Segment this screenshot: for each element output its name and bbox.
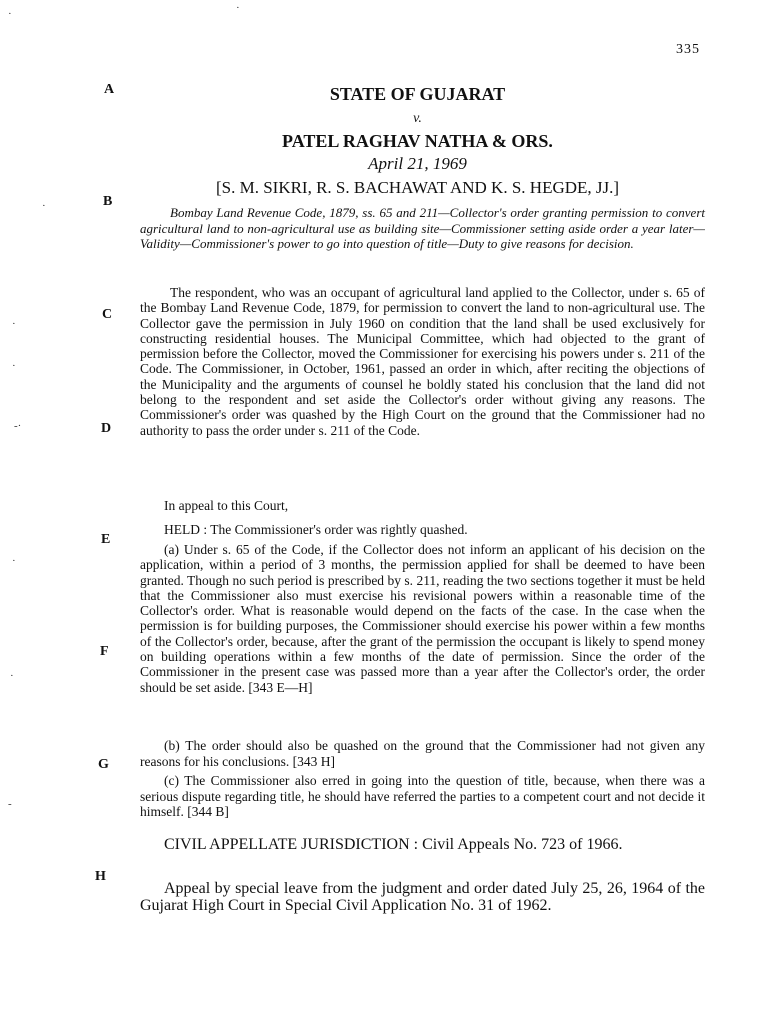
judgment-date: April 21, 1969 (368, 154, 467, 173)
margin-letter-e: E (101, 532, 111, 547)
scan-mark: · (12, 318, 16, 330)
margin-letter-h: H (95, 869, 106, 884)
page-number: 335 (676, 42, 700, 57)
held-heading: HELD : The Commissioner's order was rightly quashed. (164, 522, 468, 537)
scan-mark: - (8, 798, 12, 810)
scan-mark: · (10, 670, 14, 682)
facts-paragraph: The respondent, who was an occupant of agricultural land applied to the Collector, under s. 65 of the Bombay Land Revenue Code, 1879, for permission to convert the land to non-agricultural use. The Collector gave the permission in July 1960 on condition that the land shall be used exclusively for constructing residential houses. The Municipal Committee, which had objected to the grant of permission before the Collector, moved the Commissioner for exercising his powers under s. 211 of the Code. The Commissioner, in October, 1961, passed an order in which, after reciting the objections of the Municipality and the arguments of counsel he boldly stated his conclusion that the land did not belong to the respondent and set aside the Collector's order without giving any reasons. The Commissioner's order was quashed by the High Court on the ground that the Commissioner had no authority to pass the order under s. 211 of the Code. (140, 285, 705, 438)
bench-line: [S. M. SIKRI, R. S. BACHAWAT AND K. S. HEGDE, JJ.] (215, 178, 620, 197)
scan-mark: · (12, 555, 16, 567)
margin-letter-a: A (104, 82, 115, 97)
appeal-paragraph: Appeal by special leave from the judgment and order dated July 25, 26, 1964 of the Gujarat High Court in Special Civil Application No. 31 of 1962. (140, 880, 705, 914)
case-title: STATE OF GUJARAT (329, 84, 506, 104)
headnote: Bombay Land Revenue Code, 1879, ss. 65 and 211—Collector's order granting permission to convert agricultural land to non-agricultural use as building site—Commissioner setting aside order a year later—Validity—Commissioner's power to go into question of title—Duty to give reasons for decision. (140, 205, 705, 251)
scan-mark: · (12, 360, 16, 372)
scan-mark: · (8, 8, 12, 20)
appeal-intro: In appeal to this Court, (164, 498, 289, 513)
versus-label: v. (413, 111, 422, 126)
margin-letter-b: B (103, 194, 113, 209)
held-point-a: (a) Under s. 65 of the Code, if the Collector does not inform an applicant of his decision on the application, within a period of 3 months, the permission applied for shall be deemed to have been granted. Though no such period is prescribed by s. 211, reading the two sections together it must be held that the Commissioner also must exercise his revisional powers within a reasonable time of the Collector's order. What is reasonable would depend on the facts of the case. In the case when the permission is for building purposes, the Commissioner should exercise his power within a few months of the Collector's order, because, after the grant of the permission the occupant is likely to spend money on building operations within a few months of the date of permission. Since the order of the Commissioner in the present case was passed more than a year after the Collector's order, the order should be set aside. [343 E—H] (140, 542, 705, 695)
scan-mark: · (236, 2, 240, 14)
margin-letter-f: F (100, 644, 109, 659)
margin-letter-g: G (98, 757, 109, 772)
scan-mark: · (42, 200, 46, 212)
held-point-b: (b) The order should also be quashed on the ground that the Commissioner had not given any reasons for his conclusions. [343 H] (140, 738, 705, 769)
respondent-parties: PATEL RAGHAV NATHA & ORS. (282, 131, 553, 151)
margin-letter-c: C (102, 307, 113, 322)
jurisdiction-line: CIVIL APPELLATE JURISDICTION : Civil Appeals No. 723 of 1966. (164, 836, 623, 853)
scan-mark: -· (14, 420, 22, 432)
margin-letter-d: D (101, 421, 112, 436)
held-point-c: (c) The Commissioner also erred in going into the question of title, because, when there was a serious dispute regarding title, he should have referred the parties to a competent court and not decide it himself. [344 B] (140, 773, 705, 819)
